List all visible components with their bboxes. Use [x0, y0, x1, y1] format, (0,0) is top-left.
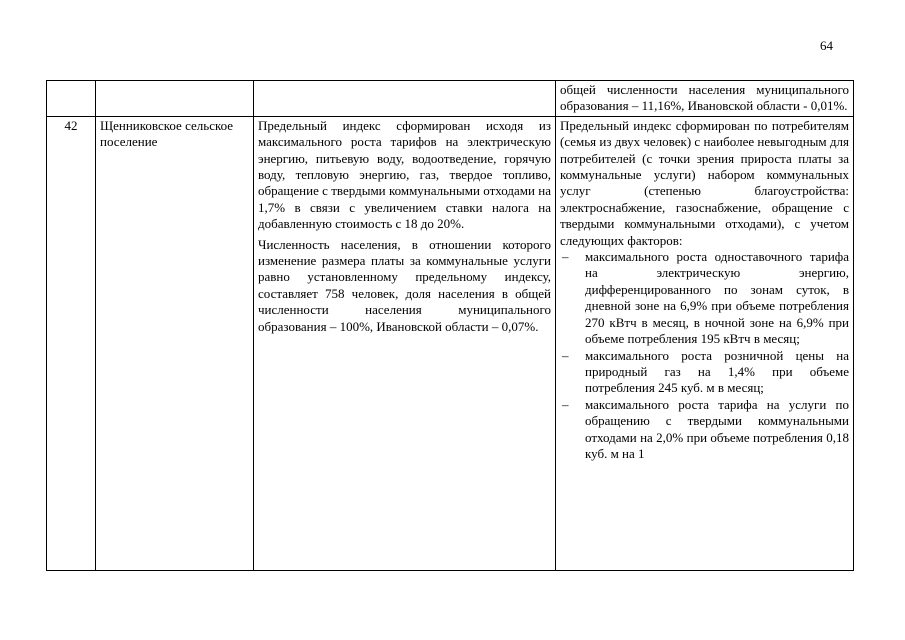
table-row-42 [47, 116, 854, 570]
row-number-cell [47, 81, 96, 117]
table-row-continued [47, 81, 854, 117]
consumer-intro: Предельный индекс сформирован по потребителям (семья из двух человек) с наиболее невыгодным для потребителей (с точки зрения прироста платы за коммунальные услуги) набором коммунальных услуг (степенью благоустройства: электроснабжение, газоснабжение, обращение с твердыми коммунальными отходами), с учетом следующих факторов: [560, 117, 849, 248]
page-number: 64 [820, 38, 833, 53]
tariff-index-table [46, 80, 854, 571]
consumer-factors-cell: общей численности населения муниципального образования – 11,16%, Ивановской области - 0,01%. [556, 81, 854, 117]
factor-waste: – максимального роста тарифа на услуги по обращению с твердыми коммунальными отходами на 2,0% при объеме потребления 0,18 куб. м на 1 [560, 397, 849, 463]
municipality-cell: Щенниковское сельское поселение [96, 116, 254, 570]
basis-cell [254, 81, 556, 117]
factor-gas: – максимального роста розничной цены на природный газ на 1,4% при объеме потребления 245 куб. м в месяц; [560, 348, 849, 397]
basis-paragraph-index: Предельный индекс сформирован исходя из максимального роста тарифов на электрическую энергию, питьевую воду, водоотведение, горячую воду, тепловую энергию, газ, твердое топливо, обращение с твердыми коммунальными отходами на 1,7% в связи с увеличением ставки налога на добавленную стоимость с 18 до 20%. [258, 117, 551, 232]
consumer-factors-cell [556, 116, 854, 570]
factors-list [560, 249, 849, 462]
row-number-cell: 42 [47, 116, 96, 570]
basis-cell [254, 116, 556, 570]
factor-electricity: – максимального роста одноставочного тарифа на электрическую энергию, дифференцированного по зонам суток, в дневной зоне на 6,9% при объеме потребления 270 кВтч в месяц, в ночной зоне на 6,9% при объеме потребления 195 кВтч в месяц; [560, 249, 849, 347]
municipality-cell [96, 81, 254, 117]
basis-paragraph-population: Численность населения, в отношении которого изменение размера платы за коммунальные услуги равно установленному предельному индексу, составляет 758 человек, доля населения в общей численности населения муниципального образования – 100%, Ивановской области – 0,07%. [258, 236, 551, 334]
